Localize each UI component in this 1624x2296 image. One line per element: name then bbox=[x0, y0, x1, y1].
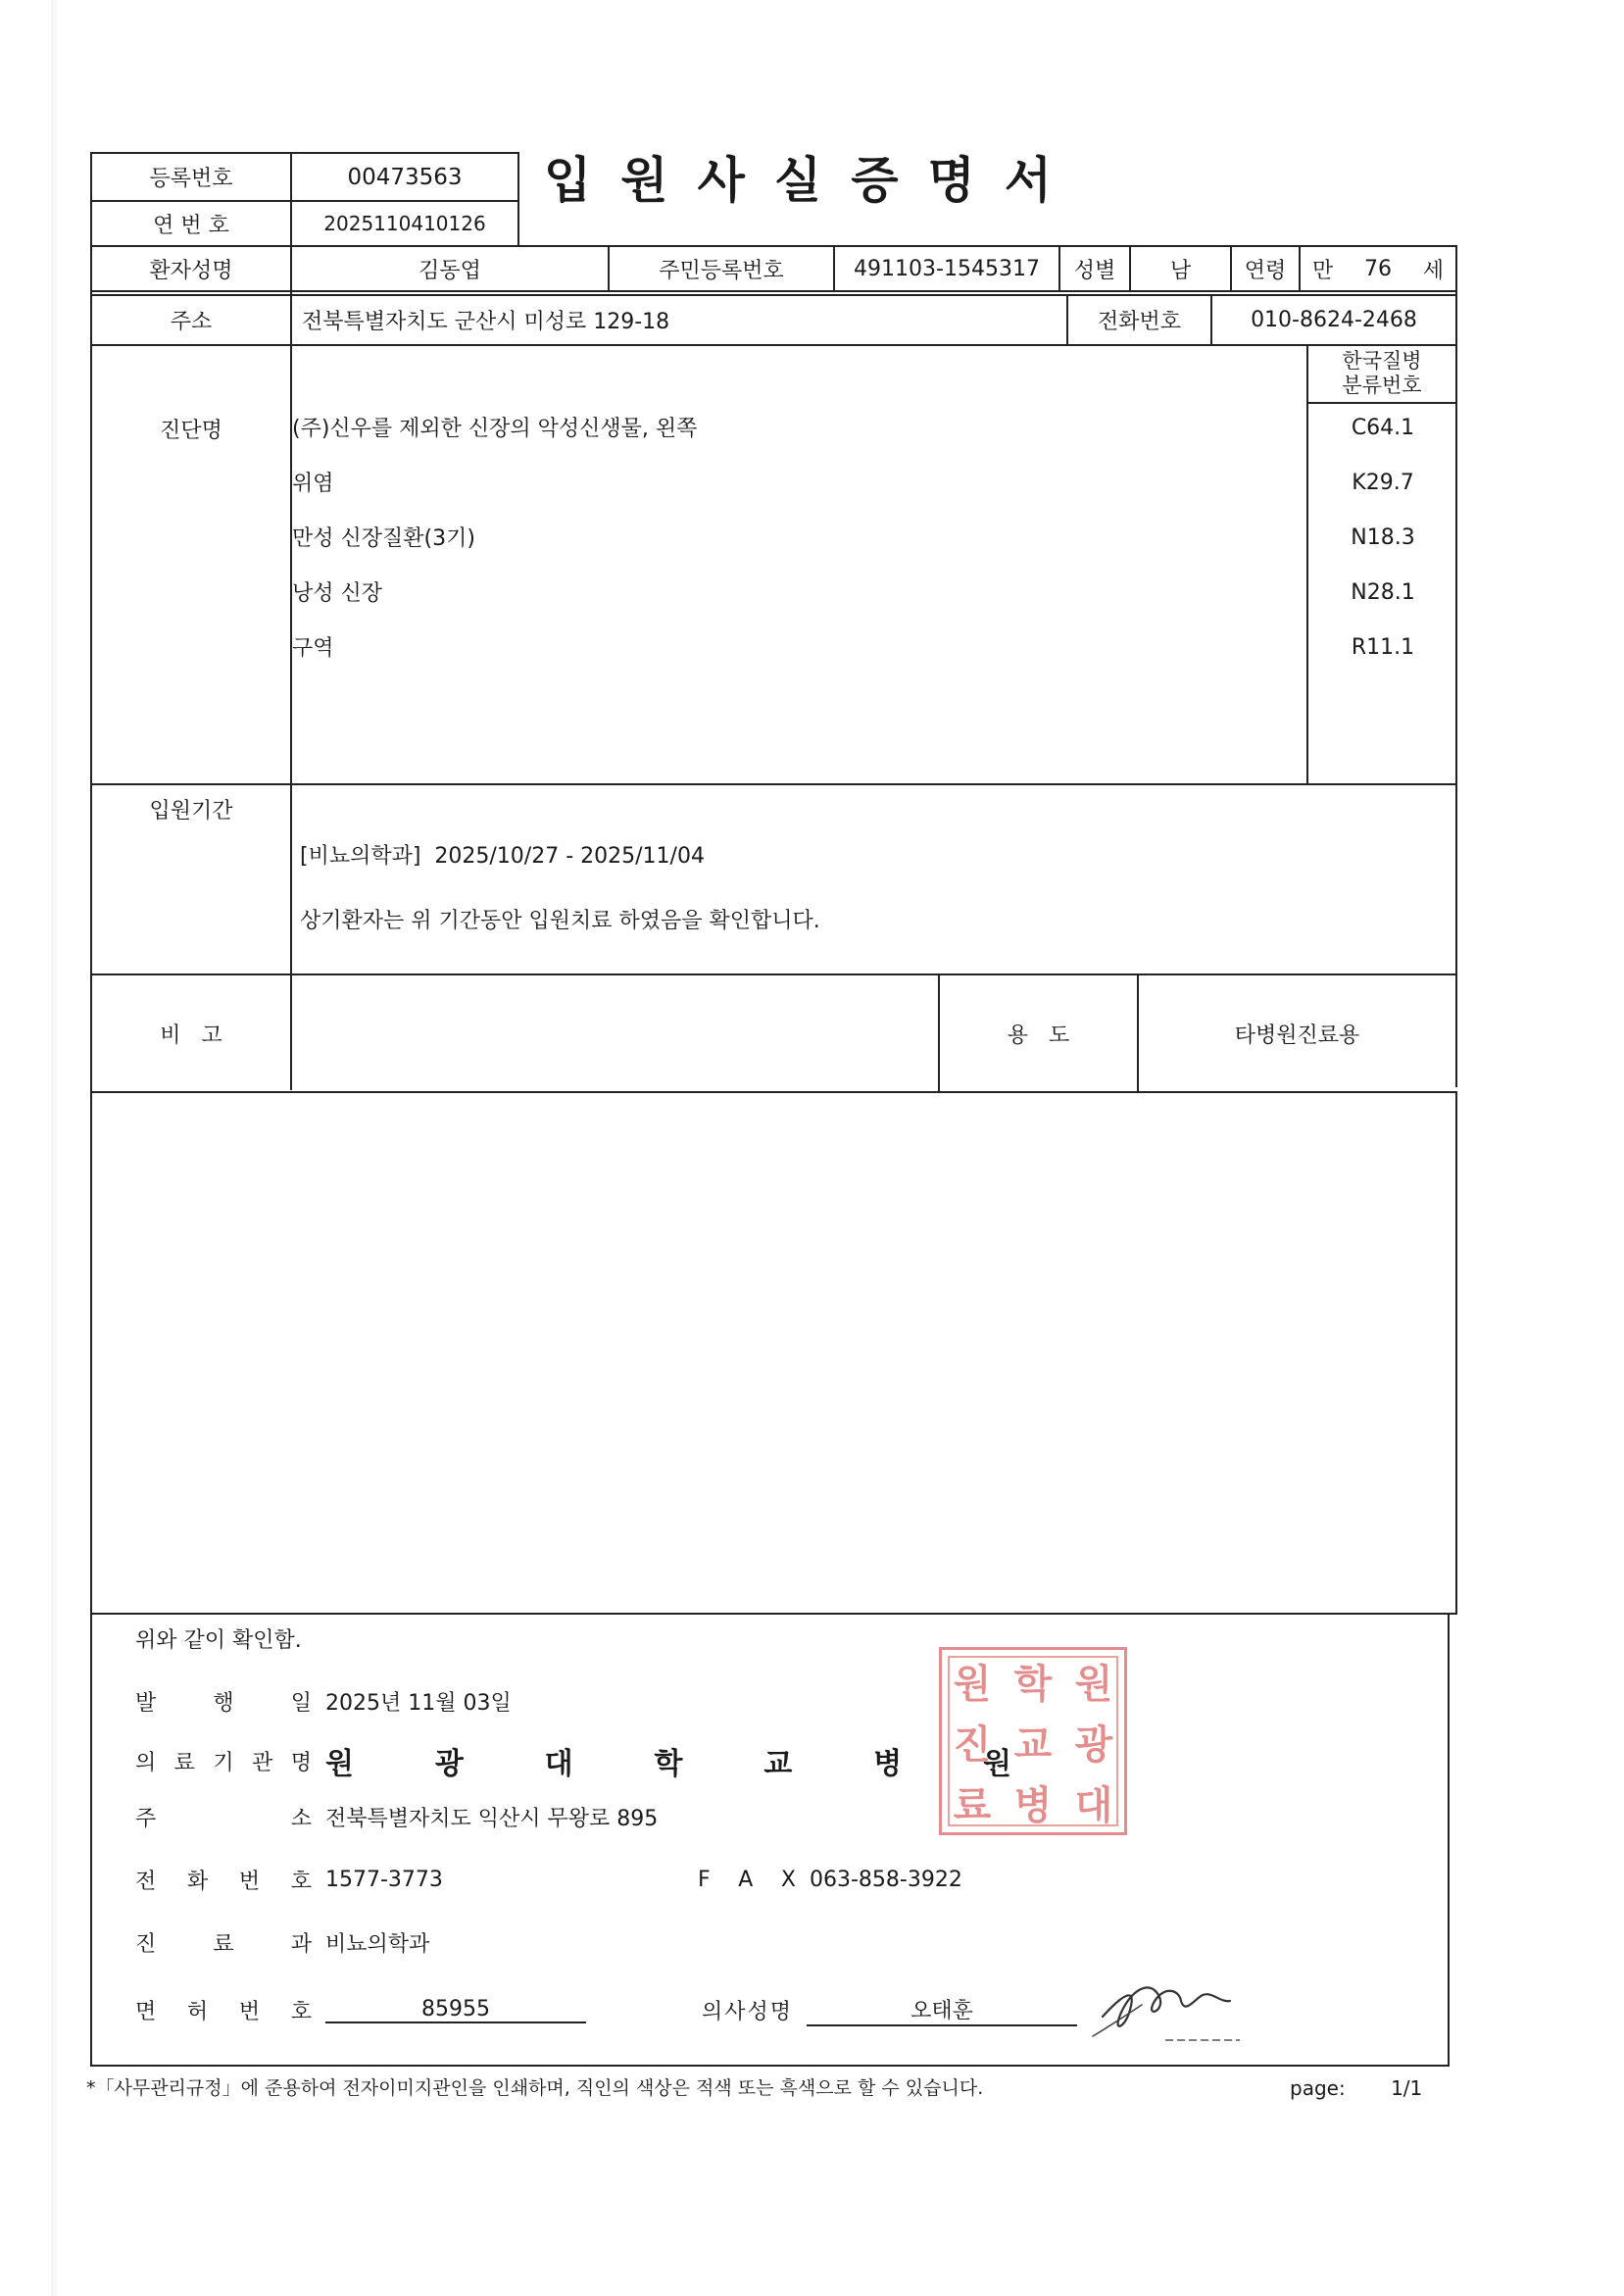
seal-char: 원 bbox=[1074, 1661, 1113, 1707]
remarks-label: 비 고 bbox=[160, 1023, 222, 1048]
serial-number: 2025110410126 bbox=[323, 212, 486, 235]
diagnosis-item: 구역 bbox=[292, 636, 334, 661]
sex-label: 성별 bbox=[1073, 258, 1116, 283]
rrn-label: 주민등록번호 bbox=[659, 258, 784, 283]
seal-char: 진 bbox=[953, 1722, 992, 1768]
dept-row bbox=[135, 1927, 429, 1958]
rrn-value: 491103-1545317 bbox=[854, 256, 1040, 281]
issue-date-row bbox=[135, 1686, 512, 1717]
license-row bbox=[135, 1994, 1077, 2026]
fax-label: F A X bbox=[698, 1868, 796, 1892]
phone-value: 010-8624-2468 bbox=[1251, 308, 1417, 332]
age-label: 연령 bbox=[1244, 258, 1287, 283]
fax-value: 063-858-3922 bbox=[810, 1868, 962, 1892]
registration-number: 00473563 bbox=[347, 164, 463, 190]
code-header-line1: 한국질병 bbox=[1342, 349, 1422, 373]
seal-char: 학 bbox=[1013, 1661, 1053, 1707]
admission-label: 입원기간 bbox=[149, 798, 233, 824]
doctor-name: 오태훈 bbox=[807, 1994, 1077, 2026]
patient-name: 김동엽 bbox=[418, 258, 481, 283]
diagnosis-code: N28.1 bbox=[1351, 580, 1415, 605]
seal-char: 교 bbox=[1013, 1722, 1053, 1768]
age-value bbox=[1301, 247, 1455, 290]
code-header bbox=[1308, 349, 1455, 398]
footer-phone-label: 전 화 번 호 bbox=[135, 1870, 312, 1894]
diagnosis-code: K29.7 bbox=[1352, 471, 1414, 495]
purpose-value: 타병원진료용 bbox=[1234, 1023, 1360, 1048]
age-prefix: 만 bbox=[1312, 258, 1334, 283]
dept-value: 비뇨의학과 bbox=[325, 1932, 430, 1957]
seal-char: 대 bbox=[1074, 1782, 1113, 1828]
seal-char: 병 bbox=[1013, 1782, 1053, 1828]
code-header-line2: 분류번호 bbox=[1342, 374, 1422, 397]
page-label: page: bbox=[1290, 2076, 1346, 2100]
remarks-value bbox=[292, 975, 938, 1091]
footer-phone-row bbox=[135, 1865, 962, 1895]
institution-row bbox=[135, 1739, 1011, 1782]
doctor-label: 의사성명 bbox=[702, 2000, 794, 2024]
page-value: 1/1 bbox=[1391, 2076, 1423, 2100]
registration-label: 등록번호 bbox=[149, 167, 233, 191]
age-suffix: 세 bbox=[1422, 258, 1444, 283]
admission-confirmation: 상기환자는 위 기간동안 입원치료 하였음을 확인합니다. bbox=[300, 909, 820, 933]
institution-name: 원 광 대 학 교 병 원 bbox=[325, 1747, 1011, 1781]
seal-char: 광 bbox=[1074, 1722, 1113, 1768]
page-indicator bbox=[1290, 2076, 1422, 2100]
serial-label: 연 번 호 bbox=[153, 213, 229, 238]
address-label: 주소 bbox=[170, 310, 213, 334]
signature bbox=[1083, 1956, 1259, 2044]
footer-address: 전북특별자치도 익산시 무왕로 895 bbox=[325, 1807, 659, 1831]
admission-period: [비뇨의학과] 2025/10/27 - 2025/11/04 bbox=[300, 844, 705, 869]
patient-name-label: 환자성명 bbox=[149, 258, 233, 283]
purpose-label: 용 도 bbox=[1007, 1023, 1070, 1048]
seal-char: 원 bbox=[953, 1661, 992, 1707]
dept-label: 진 료 과 bbox=[135, 1932, 312, 1957]
sex-value: 남 bbox=[1169, 258, 1192, 283]
diagnosis-code: C64.1 bbox=[1351, 416, 1415, 440]
document-title: 입원사실증명서 bbox=[544, 152, 1082, 209]
scan-edge bbox=[51, 0, 57, 2296]
diagnosis-code: R11.1 bbox=[1351, 635, 1415, 660]
issue-date: 2025년 11월 03일 bbox=[325, 1691, 512, 1716]
footer-address-label: 주 소 bbox=[135, 1807, 312, 1831]
diagnosis-item: 낭성 신장 bbox=[292, 581, 383, 606]
address-value: 전북특별자치도 군산시 미성로 129-18 bbox=[302, 310, 670, 334]
phone-label: 전화번호 bbox=[1097, 310, 1181, 334]
license-number: 85955 bbox=[325, 1997, 586, 2023]
institution-label: 의 료 기 관 명 bbox=[135, 1750, 312, 1775]
diagnosis-item: (주)신우를 제외한 신장의 악성신생물, 왼쪽 bbox=[292, 417, 698, 441]
issue-date-label: 발 행 일 bbox=[135, 1691, 312, 1716]
footnote: *「사무관리규정」에 준용하여 전자이미지관인을 인쇄하며, 직인의 색상은 적색 또는 흑색으로 할 수 있습니다. bbox=[86, 2077, 984, 2099]
license-label: 면 허 번 호 bbox=[135, 2000, 312, 2024]
diagnosis-item: 위염 bbox=[292, 472, 334, 496]
diagnosis-code: N18.3 bbox=[1351, 525, 1415, 550]
official-seal bbox=[939, 1647, 1127, 1835]
footer-phone: 1577-3773 bbox=[325, 1868, 443, 1892]
age-number: 76 bbox=[1364, 256, 1392, 281]
footer-address-row bbox=[135, 1802, 658, 1832]
diagnosis-item: 만성 신장질환(3기) bbox=[292, 526, 475, 551]
diagnosis-label: 진단명 bbox=[160, 418, 222, 443]
seal-char: 료 bbox=[953, 1782, 992, 1828]
confirm-text: 위와 같이 확인함. bbox=[135, 1628, 302, 1653]
